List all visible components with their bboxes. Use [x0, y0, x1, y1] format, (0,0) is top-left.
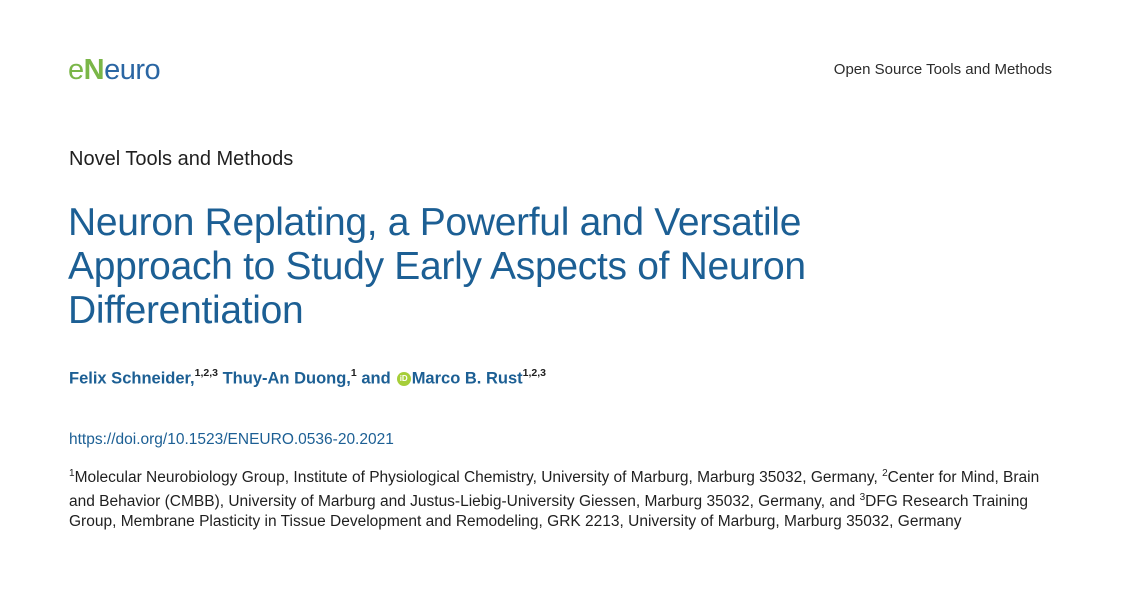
doi-link[interactable]: https://doi.org/10.1523/ENEURO.0536-20.2021 — [69, 431, 394, 448]
logo-letter-n: N — [83, 54, 105, 86]
author-affiliation-marker: 1,2,3 — [522, 367, 546, 379]
affiliation-text: Molecular Neurobiology Group, Institute of Physiological Chemistry, University of Marburg, Marburg 35032, Germany, — [74, 469, 883, 487]
author-affiliation-marker: 1 — [350, 367, 357, 379]
affiliation-marker: 2 — [882, 468, 888, 479]
author-list — [69, 368, 546, 389]
author-name[interactable]: Felix Schneider, — [69, 369, 195, 388]
affiliations — [69, 464, 1059, 532]
author-affiliation-marker: 1,2,3 — [194, 367, 218, 379]
affiliation-marker: 1 — [69, 468, 75, 479]
affiliation-text: DFG Research Training Group, Membrane Plasticity in Tissue Development and Remodeling, GRK 2213, University of Marburg, Marburg 35032, Germany — [69, 493, 1028, 531]
article-type: Novel Tools and Methods — [69, 148, 294, 170]
author-name[interactable]: Thuy-An Duong, — [222, 369, 351, 388]
journal-logo — [68, 56, 160, 85]
article-title: Neuron Replating, a Powerful and Versatile Approach to Study Early Aspects of Neuron Differentiation — [68, 201, 806, 332]
affiliation-text: Center for Mind, Brain and Behavior (CMBB), University of Marburg and Justus-Liebig-University Giessen, Marburg 35032, Germany, and — [69, 469, 1040, 511]
author-conjunction: and — [361, 369, 391, 388]
logo-letter-e: e — [68, 54, 84, 86]
logo-text: euro — [104, 54, 161, 86]
journal-section-label: Open Source Tools and Methods — [833, 61, 1052, 78]
author-name[interactable]: Marco B. Rust — [411, 369, 523, 388]
orcid-icon[interactable]: iD — [397, 372, 411, 386]
affiliation-marker: 3 — [859, 492, 866, 504]
